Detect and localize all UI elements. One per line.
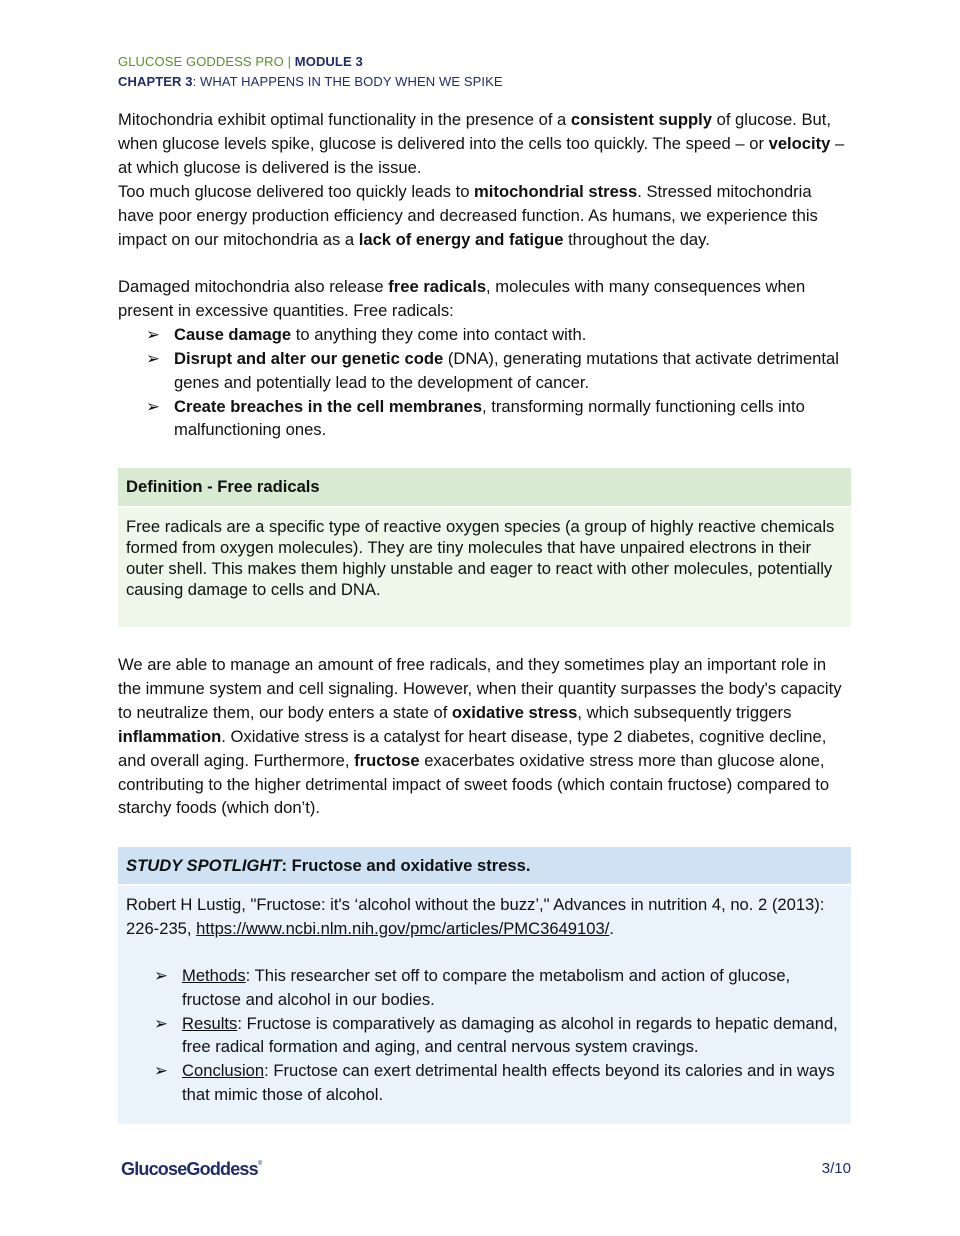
paragraph-free-radicals: Damaged mitochondria also release free radicals, molecules with many consequences when present in excessive quantities. Free radicals: ➢ Cause damage to anything they come into contact with. ➢ Disrupt and alter our genetic code (DNA), generating mutations that activate detrimental genes and potentially lead to the development of cancer. ➢ Create breaches in the cell membranes, transforming normally functioning cells into malfunctioning ones. bbox=[118, 275, 852, 442]
paragraph-oxidative-stress: We are able to manage an amount of free radicals, and they sometimes play an important role in the immune system and cell signaling. However, when their quantity surpasses the body's capacity to neutralize them, our body enters a state of oxidative stress, which subsequently triggers inflammation. Oxidative stress is a catalyst for heart disease, type 2 diabetes, cognitive decline, and overall aging. Furthermore, fructose exacerbates oxidative stress more than glucose alone, contributing to the higher detrimental impact of sweet foods (which contain fructose) compared to starchy foods (which don’t). bbox=[118, 655, 842, 818]
list-item: ➢ Conclusion: Fructose can exert detrimental health effects beyond its calories and in ways that mimic those of alcohol. bbox=[154, 1060, 835, 1104]
module-label: MODULE 3 bbox=[294, 54, 363, 69]
glucose-goddess-logo: GlucoseGoddess® bbox=[121, 1159, 262, 1179]
arrow-bullet-icon: ➢ bbox=[154, 1060, 168, 1080]
arrow-bullet-icon: ➢ bbox=[154, 966, 168, 986]
arrow-bullet-icon: ➢ bbox=[146, 324, 160, 344]
arrow-bullet-icon: ➢ bbox=[146, 348, 160, 368]
list-item: ➢ Results: Fructose is comparatively as damaging as alcohol in regards to hepatic demand, free radical formation and aging, and central nervous system cravings. bbox=[154, 1013, 838, 1057]
study-link[interactable]: https://www.ncbi.nlm.nih.gov/pmc/articles/PMC3649103/ bbox=[196, 918, 610, 938]
study-spotlight-title: STUDY SPOTLIGHT: Fructose and oxidative stress. bbox=[118, 847, 851, 884]
page-number: 3/10 bbox=[821, 1160, 851, 1177]
paragraph-mitochondria: Mitochondria exhibit optimal functionality in the presence of a consistent supply of glucose. But, when glucose levels spike, glucose is delivered into the cells too quickly. The speed – or velocity – at which glucose is delivered is the issue. Too much glucose delivered too quickly leads to mitochondrial stress. Stressed mitochondria have poor energy production efficiency and decreased function. As humans, we experience this impact on our mitochondria as a lack of energy and fatigue throughout the day. bbox=[118, 110, 845, 249]
running-header-module: GLUCOSE GODDESS PRO | MODULE 3 bbox=[118, 54, 363, 69]
list-item: ➢ Methods: This researcher set off to compare the metabolism and action of glucose, fructose and alcohol in our bodies. bbox=[154, 966, 791, 1009]
study-citation: Robert H Lustig, "Fructose: it's ‘alcohol without the buzz’," Advances in nutrition 4, no. 2 (2013): 226-235, https://www.ncbi.nlm.nih.gov/pmc/articles/PMC3649103/. bbox=[126, 895, 825, 938]
brand-name: GLUCOSE GODDESS PRO bbox=[118, 54, 284, 69]
study-spotlight-label: STUDY SPOTLIGHT bbox=[126, 856, 282, 875]
definition-box-body: Free radicals are a specific type of reactive oxygen species (a group of highly reactive chemicals formed from oxygen molecules). They are tiny molecules that have unpaired electrons in their outer shell. This makes them highly unstable and eager to react with other molecules, potentially causing damage to cells and DNA. bbox=[118, 508, 851, 627]
arrow-bullet-icon: ➢ bbox=[146, 396, 160, 416]
running-header-chapter bbox=[118, 74, 503, 89]
list-item: ➢ Create breaches in the cell membranes, transforming normally functioning cells into malfunctioning ones. bbox=[146, 396, 805, 440]
free-radicals-list bbox=[118, 323, 852, 443]
arrow-bullet-icon: ➢ bbox=[154, 1013, 168, 1033]
chapter-label: CHAPTER 3 bbox=[118, 74, 193, 89]
list-item: ➢ Cause damage to anything they come into contact with. bbox=[118, 323, 852, 347]
definition-box-title: Definition - Free radicals bbox=[118, 468, 851, 506]
study-spotlight-body bbox=[118, 886, 851, 1124]
list-item: ➢ Disrupt and alter our genetic code (DNA), generating mutations that activate detrimental genes and potentially lead to the development of cancer. bbox=[146, 348, 839, 392]
chapter-title: : WHAT HAPPENS IN THE BODY WHEN WE SPIKE bbox=[192, 74, 503, 89]
study-findings-list bbox=[126, 964, 843, 1106]
